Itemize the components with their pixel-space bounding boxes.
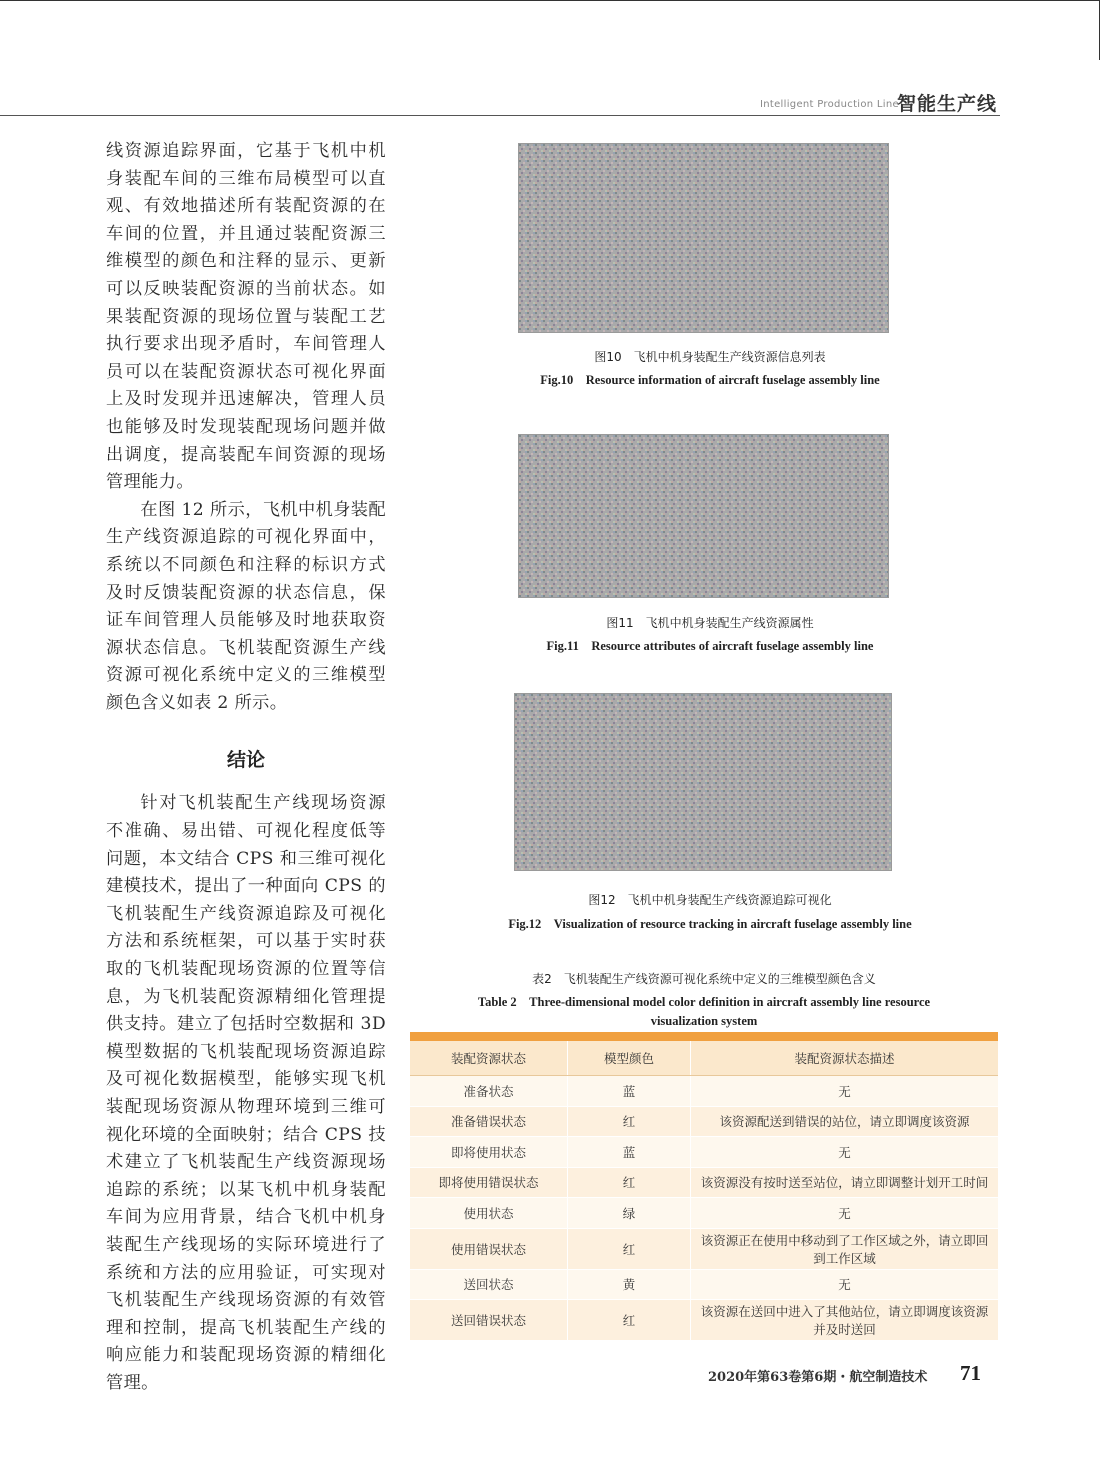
table-cell: 准备错误状态 (410, 1106, 568, 1137)
table-header-cell: 装配资源状态 (410, 1041, 568, 1076)
table-top-bar (410, 1032, 998, 1041)
table-cell: 该资源正在使用中移动到了工作区域之外，请立即回到工作区域 (691, 1228, 999, 1269)
color-definition-table (410, 1032, 998, 1341)
table-cell: 准备状态 (410, 1076, 568, 1107)
table-row (410, 1106, 998, 1137)
table-header-cell: 模型颜色 (568, 1041, 691, 1076)
figure-12-caption-cn: 图12 飞机中机身装配生产线资源追踪可视化 (588, 893, 832, 907)
table-cell: 红 (568, 1300, 691, 1341)
figure-11-caption-en: Fig.11 Resource attributes of aircraft fuselage assembly line (546, 639, 874, 653)
footer-journal: 2020年第63卷第6期・航空制造技术 (708, 1370, 928, 1385)
header-rule (0, 115, 1000, 116)
table-row (410, 1269, 998, 1300)
table-header-cell: 装配资源状态描述 (691, 1041, 999, 1076)
table-caption-en-line1: Table 2 Three-dimensional model color definition in aircraft assembly line resource (477, 995, 931, 1009)
table-cell: 即将使用状态 (410, 1137, 568, 1168)
table-cell: 送回错误状态 (410, 1300, 568, 1341)
figure-10-caption-en: Fig.10 Resource information of aircraft fuselage assembly line (540, 373, 880, 387)
figure-10-caption-cn: 图10 飞机中机身装配生产线资源信息列表 (594, 350, 826, 364)
figure-11-image (518, 434, 889, 598)
table-caption-en-line2: visualization system (650, 1014, 758, 1028)
figure-12-caption-en: Fig.12 Visualization of resource tracking in aircraft fuselage assembly line (508, 917, 912, 931)
figure-10-image (518, 143, 889, 333)
table-caption-cn: 表2 飞机装配生产线资源可视化系统中定义的三维模型颜色含义 (532, 972, 876, 986)
page-frame-top (0, 0, 1100, 1)
table-cell: 红 (568, 1106, 691, 1137)
table-cell: 无 (691, 1137, 999, 1168)
table-cell: 黄 (568, 1269, 691, 1300)
figure-11-caption-cn: 图11 飞机中机身装配生产线资源属性 (606, 616, 814, 630)
body-paragraph-1: 线资源追踪界面，它基于飞机中机身装配车间的三维布局模型可以直观、有效地描述所有装配资源的在车间的位置，并且通过装配资源三维模型的颜色和注释的显示、更新可以反映装配资源的当前状态。如果装配资源的现场位置与装配工艺执行要求出现矛盾时，车间管理人员可以在装配资源状态可视化界面上及时发现并迅速解决，管理人员也能够及时发现装配现场问题并做出调度，提高装配车间资源的现场管理能力。 (106, 141, 386, 493)
table-cell: 该资源在送回中进入了其他站位，请立即调度该资源并及时送回 (691, 1300, 999, 1341)
table-row (410, 1137, 998, 1168)
figure-12-image (514, 693, 892, 871)
table-cell: 无 (691, 1076, 999, 1107)
body-paragraph-2: 在图 12 所示，飞机中机身装配生产线资源追踪的可视化界面中，系统以不同颜色和注释的标识方式及时反馈装配资源的状态信息，保证车间管理人员能够及时地获取资源状态信息。飞机装配资源生产线资源可视化系统中定义的三维模型颜色含义如表 2 所示。 (106, 499, 386, 713)
table-row (410, 1228, 998, 1269)
table-cell: 绿 (568, 1198, 691, 1229)
table-header-row (410, 1041, 998, 1076)
table-row (410, 1198, 998, 1229)
table-cell: 红 (568, 1228, 691, 1269)
table-cell: 即将使用错误状态 (410, 1167, 568, 1198)
table-cell: 无 (691, 1269, 999, 1300)
table-cell: 使用状态 (410, 1198, 568, 1229)
page-frame-right (1099, 0, 1100, 60)
table-cell: 使用错误状态 (410, 1228, 568, 1269)
body-paragraph-3: 针对飞机装配生产线现场资源不准确、易出错、可视化程度低等问题，本文结合 CPS 和三维可视化建模技术，提出了一种面向 CPS 的飞机装配生产线资源追踪及可视化方法和系统框架，可以基于实时获取的飞机装配现场资源的位置等信息，为飞机装配资源精细化管理提供支持。建立了包括时空数据和 3D 模型数据的飞机装配现场资源追踪及可视化数据模型，能够实现飞机装配现场资源从物理环境到三维可视化环境的全面映射；结合 CPS 技术建立了飞机装配生产线资源现场追踪的系统；以某飞机中机身装配车间为应用背景，结合飞机中机身装配生产线现场的实际环境进行了系统和方法的应用验证，可实现对飞机装配生产线现场资源的有效管理和控制，提高飞机装配生产线的响应能力和装配现场资源的精细化管理。 (106, 793, 386, 1393)
table-cell: 送回状态 (410, 1269, 568, 1300)
page-number: 71 (960, 1361, 981, 1385)
header-english: Intelligent Production Line (760, 99, 899, 110)
section-title: 结论 (226, 749, 265, 772)
table-cell: 红 (568, 1167, 691, 1198)
left-column (106, 138, 386, 1398)
table-cell: 蓝 (568, 1076, 691, 1107)
table-cell: 该资源没有按时送至站位，请立即调整计划开工时间 (691, 1167, 999, 1198)
table-row (410, 1076, 998, 1107)
table-row (410, 1300, 998, 1341)
table-row (410, 1167, 998, 1198)
table-cell: 该资源配送到错误的站位，请立即调度该资源 (691, 1106, 999, 1137)
table-cell: 蓝 (568, 1137, 691, 1168)
header-chinese: 智能生产线 (897, 93, 998, 115)
table-cell: 无 (691, 1198, 999, 1229)
